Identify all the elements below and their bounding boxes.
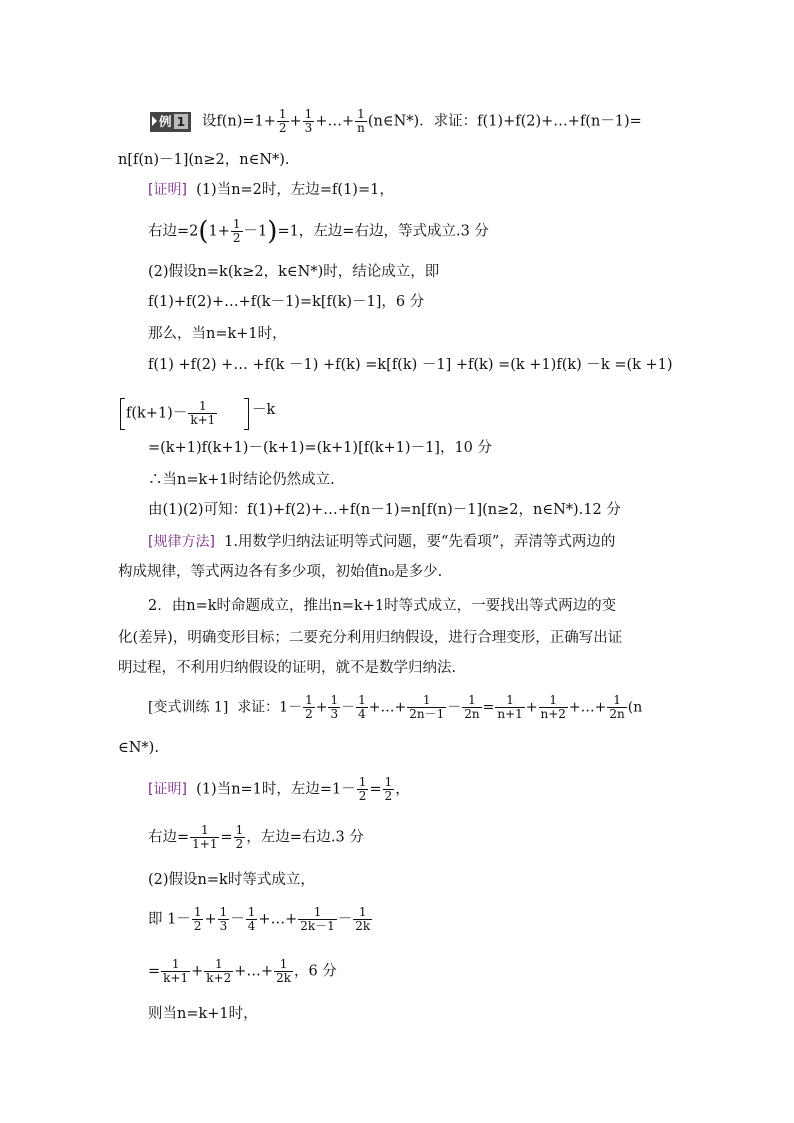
fraction: $\frac{1}{k+1}$ xyxy=(190,399,216,427)
fraction: $\frac{1}{2k}$ xyxy=(355,905,371,933)
proof2-line6: 则当n=k+1时， xyxy=(148,1006,258,1022)
fraction: $\frac{1}{2}$ xyxy=(305,693,313,721)
bracket-right xyxy=(244,398,249,430)
proof1-line8: =(k+1)f(k+1)－(k+1)=(k+1)[f(k+1)－1]，10 分 xyxy=(148,440,493,456)
variant-tag: [变式训练 1] xyxy=(148,699,229,716)
fraction: $\frac{1}{2n}$ xyxy=(464,693,480,721)
fraction: $\frac{1}{4}$ xyxy=(247,905,256,933)
fraction: $\frac{1}{3}$ xyxy=(304,107,313,135)
fraction: $\frac{1}{2n}$ xyxy=(609,693,625,721)
proof1-line7-tail: －k xyxy=(252,402,276,418)
fraction: $\frac{1}{1+1}$ xyxy=(192,823,218,851)
proof-tag: [证明] xyxy=(148,182,187,198)
proof1-line4: f(1)+f(2)+…+f(k－1)=k[f(k)－1]，6 分 xyxy=(148,294,425,310)
fraction: $\frac{1}{n+1}$ xyxy=(497,693,523,721)
triangle-icon xyxy=(152,116,157,126)
fraction: $\frac{1}{3}$ xyxy=(330,693,339,721)
fraction: $\frac{1}{2}$ xyxy=(278,107,287,135)
fraction: $\frac{1}{2k}$ xyxy=(276,957,291,985)
fraction: $\frac{1}{2}$ xyxy=(358,775,367,803)
fraction: $\frac{1}{2}$ xyxy=(235,823,244,851)
proof1-line6: f(1) +f(2) +… +f(k －1) +f(k) =k[f(k) －1] +f(k) =(k +1)f(k) －k =(k +1) xyxy=(148,357,673,373)
method-line3: 2．由n=k时命题成立，推出n=k+1时等式成立，一要找出等式两边的变 xyxy=(148,598,617,614)
fraction: $\frac{1}{k+1}$ xyxy=(163,957,189,985)
fraction: $\frac{1}{2}$ xyxy=(193,905,202,933)
proof1-line5: 那么，当n=k+1时， xyxy=(148,326,287,342)
proof-tag: [证明] xyxy=(148,781,187,798)
proof2-line1: [证明] (1)当n=1时，左边=1－ $\frac{1}{2}$ = $\frac{1}{2}$ ， xyxy=(148,775,410,803)
fraction: $\frac{1}{k+2}$ xyxy=(206,957,232,985)
proof2-line3: (2)假设n=k时等式成立， xyxy=(148,872,315,888)
variant-line1: [变式训练 1] 求证：1－ $\frac{1}{2}$ + $\frac{1}{3}$ － $\frac{1}{4}$ +…+ $\frac{1}{2n-1}$ － $\frac{1}{2n}$ = $\frac{1}{n+1}$ + $\frac{1}{n+2}$ +…+ $\frac{1}{2n}$ (n xyxy=(148,693,643,721)
fraction: $\frac{1}{4}$ xyxy=(358,693,366,721)
proof1-line2: 右边=2(1+ $\frac{1}{2}$ －1)=1，左边=右边，等式成立.3 分 xyxy=(148,216,489,247)
method-tag: [规律方法] xyxy=(148,534,215,550)
method-line5: 明过程，不利用归纳假设的证明，就不是数学归纳法. xyxy=(118,660,457,676)
fraction: $\frac{1}{n}$ xyxy=(357,107,365,135)
fraction: $\frac{1}{2n-1}$ xyxy=(409,693,445,721)
method-line2: 构成规律，等式两边各有多少项，初始值n₀是多少. xyxy=(118,564,443,580)
method-line1: [规律方法] 1.用数学归纳法证明等式问题，要“先看项”，弄清等式两边的 xyxy=(148,534,616,550)
example-statement: 例 1 设f(n)=1+ $\frac{1}{2}$ + $\frac{1}{3}$ +…+ $\frac{1}{n}$ (n∈N*)．求证：f(1)+f(2)+…+f(n－1)= xyxy=(150,108,642,135)
fraction: $\frac{1}{2}$ xyxy=(384,775,393,803)
proof2-line4: 即 1－ $\frac{1}{2}$ + $\frac{1}{3}$ － $\frac{1}{4}$ +…+ $\frac{1}{2k-1}$ － $\frac{1}{2k}$ xyxy=(148,905,371,933)
fraction: $\frac{1}{3}$ xyxy=(219,905,228,933)
fraction: $\frac{1}{2}$ xyxy=(232,217,241,245)
proof2-line5: = $\frac{1}{k+1}$ + $\frac{1}{k+2}$ +…+ $\frac{1}{2k}$ ，6 分 xyxy=(148,957,337,985)
statement-text: 设f(n)=1+ xyxy=(201,113,276,130)
proof1-line10: 由(1)(2)可知：f(1)+f(2)+…+f(n－1)=n[f(n)－1](n≥2，n∈N*).12 分 xyxy=(148,502,621,518)
proof1-line1: [证明] (1)当n=2时，左边=f(1)=1， xyxy=(148,182,394,198)
example-statement-line2: n[f(n)－1](n≥2，n∈N*). xyxy=(118,152,290,168)
example-badge: 例 1 xyxy=(150,112,191,132)
proof1-line9: ∴当n=k+1时结论仍然成立. xyxy=(148,472,335,488)
proof2-line2: 右边= $\frac{1}{1+1}$ = $\frac{1}{2}$ ，左边=右边.3 分 xyxy=(148,823,364,851)
proof1-line3: (2)假设n=k(k≥2，k∈N*)时，结论成立，即 xyxy=(148,264,440,280)
variant-line2: ∈N*). xyxy=(118,740,159,756)
fraction: $\frac{1}{2k-1}$ xyxy=(300,905,335,933)
proof1-line7: f(k+1)－ $\frac{1}{k+1}$ xyxy=(126,399,216,427)
method-line4: 化(差异)，明确变形目标；二要充分利用归纳假设，进行合理变形，正确写出证 xyxy=(118,630,623,646)
bracket-left xyxy=(120,398,125,430)
fraction: $\frac{1}{n+2}$ xyxy=(540,693,566,721)
